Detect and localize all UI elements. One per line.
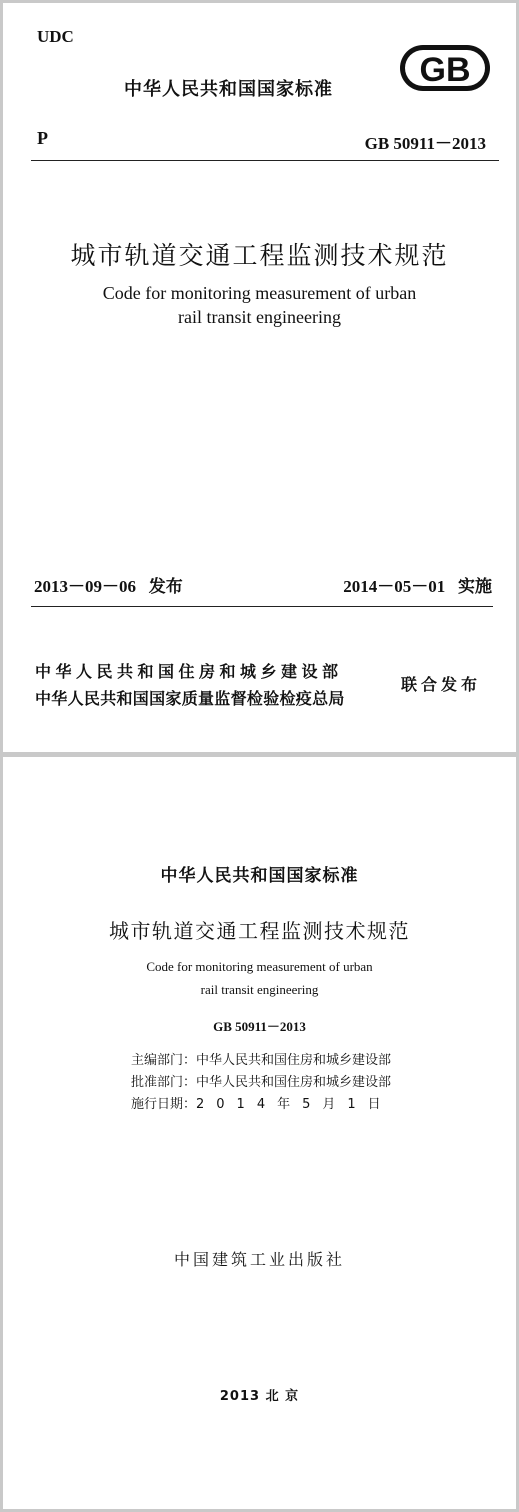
tp-approver-label: 批准部门： — [131, 1075, 197, 1090]
tp-title-english-line2: rail transit engineering — [200, 982, 319, 997]
implement-date: 2014－05－01 — [343, 577, 446, 596]
title-english-line2: rail transit engineering — [178, 307, 341, 327]
title-chinese: 城市轨道交通工程监测技术规范 — [70, 243, 449, 270]
tp-title-chinese: 城市轨道交通工程监测技术规范 — [109, 919, 410, 943]
gb-logo-icon — [399, 44, 491, 92]
publish-label: 发布 — [148, 577, 183, 597]
issuer-ministry-housing: 中华人民共和国住房和城乡建设部 — [35, 662, 343, 681]
title-page — [3, 757, 516, 1509]
tp-effective-label: 施行日期： — [131, 1097, 197, 1112]
tp-approver-row — [131, 1071, 391, 1090]
publish-date: 2013－09－06 — [34, 577, 136, 596]
footer-divider — [31, 606, 493, 607]
tp-effective-value: 2014年5月1日 — [196, 1097, 393, 1112]
header-divider — [31, 160, 499, 161]
tp-effective-row — [131, 1093, 393, 1112]
issuer-quality-bureau: 中华人民共和国国家质量监督检验检疫总局 — [35, 689, 345, 708]
tp-publisher: 中国建筑工业出版社 — [173, 1250, 345, 1269]
tp-approver-value: 中华人民共和国住房和城乡建设部 — [196, 1075, 392, 1090]
udc-label: UDC — [37, 27, 74, 46]
tp-place-year: 2013 北 京 — [219, 1389, 300, 1404]
title-english-line1: Code for monitoring measurement of urban — [102, 283, 417, 303]
implement-label: 实施 — [458, 577, 492, 597]
standard-code: GB 50911－2013 — [364, 134, 486, 153]
joint-release-label: 联合发布 — [401, 675, 482, 694]
tp-editor-row — [131, 1049, 391, 1068]
standard-type-heading: 中华人民共和国国家标准 — [124, 79, 333, 99]
implement-date-line — [343, 572, 492, 597]
tp-editor-value: 中华人民共和国住房和城乡建设部 — [196, 1053, 392, 1068]
tp-editor-label: 主编部门： — [131, 1053, 197, 1068]
gb-logo-text: GB — [419, 51, 471, 89]
category-label: P — [37, 128, 48, 148]
tp-standard-type: 中华人民共和国国家标准 — [160, 866, 359, 886]
tp-standard-code: GB 50911－2013 — [213, 1019, 306, 1034]
cover-page — [3, 3, 516, 752]
tp-title-english-line1: Code for monitoring measurement of urban — [146, 959, 373, 974]
publish-date-line — [34, 572, 183, 597]
